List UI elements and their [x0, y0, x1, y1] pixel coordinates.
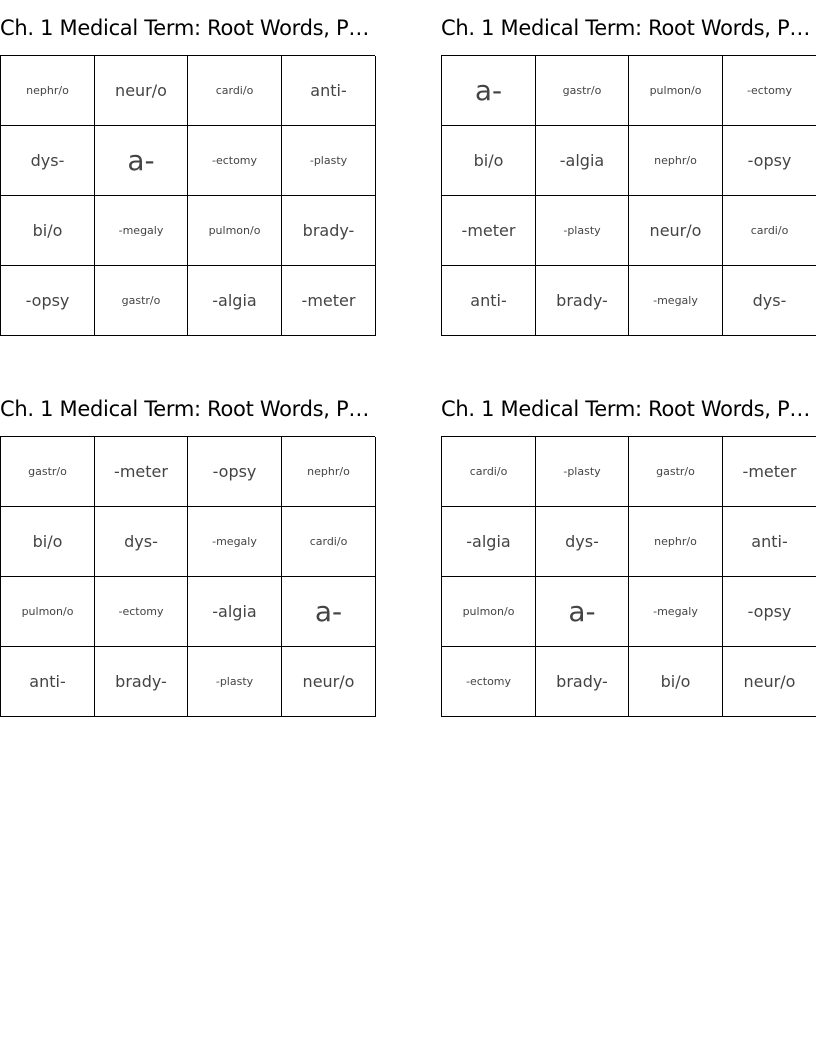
bingo-cell: pulmon/o: [442, 577, 536, 647]
bingo-cell: pulmon/o: [629, 56, 723, 126]
bingo-cell: -ectomy: [188, 126, 282, 196]
bingo-cell: -meter: [723, 437, 816, 507]
card-title: Ch. 1 Medical Term: Root Words, P…: [0, 397, 370, 421]
bingo-cell: -megaly: [629, 266, 723, 336]
bingo-grid: [0, 55, 375, 336]
bingo-cell: nephr/o: [1, 56, 95, 126]
bingo-grid: [441, 55, 816, 336]
bingo-cell: gastr/o: [1, 437, 95, 507]
card-title: Ch. 1 Medical Term: Root Words, P…: [0, 16, 370, 40]
bingo-cell: a-: [95, 126, 188, 196]
bingo-cell: -megaly: [629, 577, 723, 647]
bingo-cell: -opsy: [723, 577, 816, 647]
bingo-cell: nephr/o: [282, 437, 376, 507]
bingo-cell: neur/o: [629, 196, 723, 266]
bingo-cell: brady-: [282, 196, 376, 266]
bingo-cell: -ectomy: [723, 56, 816, 126]
bingo-cell: -ectomy: [442, 647, 536, 717]
bingo-cell: dys-: [95, 507, 188, 577]
bingo-cell: -plasty: [188, 647, 282, 717]
bingo-cell: gastr/o: [629, 437, 723, 507]
bingo-cell: -ectomy: [95, 577, 188, 647]
bingo-cell: bi/o: [1, 196, 95, 266]
bingo-cell: nephr/o: [629, 126, 723, 196]
bingo-card-2: [441, 14, 816, 310]
bingo-cell: pulmon/o: [188, 196, 282, 266]
bingo-cell: neur/o: [282, 647, 376, 717]
bingo-cell: -algia: [536, 126, 629, 196]
bingo-cell: -opsy: [1, 266, 95, 336]
bingo-cell: bi/o: [1, 507, 95, 577]
bingo-cell: anti-: [282, 56, 376, 126]
bingo-cell: -plasty: [536, 196, 629, 266]
bingo-cell: dys-: [536, 507, 629, 577]
bingo-cell: -megaly: [188, 507, 282, 577]
bingo-cell: nephr/o: [629, 507, 723, 577]
bingo-cell: dys-: [1, 126, 95, 196]
bingo-cell: a-: [282, 577, 376, 647]
bingo-cell: neur/o: [723, 647, 816, 717]
bingo-cell: -meter: [282, 266, 376, 336]
bingo-cell: -algia: [188, 266, 282, 336]
bingo-cell: anti-: [723, 507, 816, 577]
card-title: Ch. 1 Medical Term: Root Words, P…: [441, 16, 811, 40]
bingo-cell: anti-: [442, 266, 536, 336]
bingo-cell: anti-: [1, 647, 95, 717]
bingo-cell: cardi/o: [282, 507, 376, 577]
bingo-cell: cardi/o: [188, 56, 282, 126]
card-title: Ch. 1 Medical Term: Root Words, P…: [441, 397, 811, 421]
bingo-grid: [0, 436, 375, 717]
bingo-cell: -megaly: [95, 196, 188, 266]
bingo-cell: pulmon/o: [1, 577, 95, 647]
bingo-cell: cardi/o: [442, 437, 536, 507]
bingo-cell: gastr/o: [95, 266, 188, 336]
bingo-cell: bi/o: [629, 647, 723, 717]
bingo-cell: -opsy: [188, 437, 282, 507]
bingo-cell: a-: [442, 56, 536, 126]
bingo-cell: -meter: [442, 196, 536, 266]
bingo-cell: bi/o: [442, 126, 536, 196]
bingo-card-3: [0, 395, 375, 691]
bingo-grid: [441, 436, 816, 717]
bingo-cell: brady-: [95, 647, 188, 717]
bingo-cell: brady-: [536, 266, 629, 336]
bingo-cell: -opsy: [723, 126, 816, 196]
bingo-cell: -meter: [95, 437, 188, 507]
bingo-cell: -algia: [442, 507, 536, 577]
bingo-cell: gastr/o: [536, 56, 629, 126]
bingo-cell: -plasty: [282, 126, 376, 196]
bingo-cell: -algia: [188, 577, 282, 647]
bingo-cell: -plasty: [536, 437, 629, 507]
bingo-cell: cardi/o: [723, 196, 816, 266]
bingo-cell: neur/o: [95, 56, 188, 126]
bingo-card-4: [441, 395, 816, 691]
bingo-card-1: [0, 14, 375, 310]
bingo-cell: a-: [536, 577, 629, 647]
bingo-cell: dys-: [723, 266, 816, 336]
bingo-cell: brady-: [536, 647, 629, 717]
